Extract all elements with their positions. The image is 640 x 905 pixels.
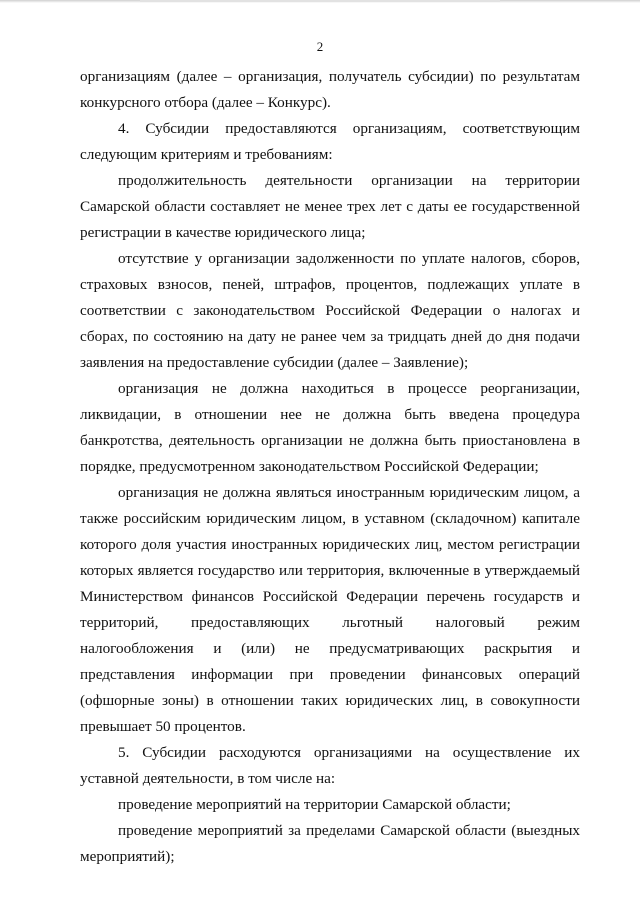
scan-artifact bbox=[140, 0, 500, 2]
paragraph-criterion-no-debt: отсутствие у организации задолженности по уплате налогов, сборов, страховых взносов, пеней, штрафов, процентов, подлежащих уплате в соответствии с законодательством Российской Федерации о налогах и сборах, по состоянию на дату не ранее чем за тридцать дней до дня подачи заявления на предоставление субсидии (далее – Заявление); bbox=[80, 250, 580, 371]
page-number: 2 bbox=[316, 39, 324, 54]
paragraph-expense-outside-events: проведение мероприятий за пределами Самарской области (выездных мероприятий); bbox=[80, 822, 580, 865]
paragraph-criterion-no-reorganization: организация не должна находиться в процессе реорганизации, ликвидации, в отношении нее не должна быть введена процедура банкротства, деятельность организации не должна быть приостановлена в порядке, предусмотренном законодательством Российской Федерации; bbox=[80, 380, 580, 475]
paragraph-criterion-not-foreign: организация не должна являться иностранным юридическим лицом, а также российским юридическим лицом, в уставном (складочном) капитале которого доля участия иностранных юридических лиц, местом регистрации которых является государство или территория, включенные в утверждаемый Министерством финансов Российской Федерации перечень государств и территорий, предоставляющих льготный налоговый режим налогообложения и (или) не предусматривающих раскрытия и представления информации при проведении финансовых операций (офшорные зоны) в отношении таких юридических лиц, в совокупности превышает 50 процентов. bbox=[80, 484, 580, 735]
paragraph-criterion-duration: продолжительность деятельности организации на территории Самарской области составляет не менее трех лет с даты ее государственной регистрации в качестве юридического лица; bbox=[80, 172, 580, 241]
paragraph-continuation: организациям (далее – организация, получатель субсидии) по результатам конкурсного отбора (далее – Конкурс). bbox=[80, 68, 580, 111]
paragraph-expense-local-events: проведение мероприятий на территории Самарской области; bbox=[118, 796, 511, 813]
paragraph-item-5: 5. Субсидии расходуются организациями на осуществление их уставной деятельности, в том числе на: bbox=[80, 744, 580, 787]
paragraph-item-4: 4. Субсидии предоставляются организациям, соответствующим следующим критериям и требованиям: bbox=[80, 120, 580, 163]
document-body bbox=[80, 64, 580, 870]
